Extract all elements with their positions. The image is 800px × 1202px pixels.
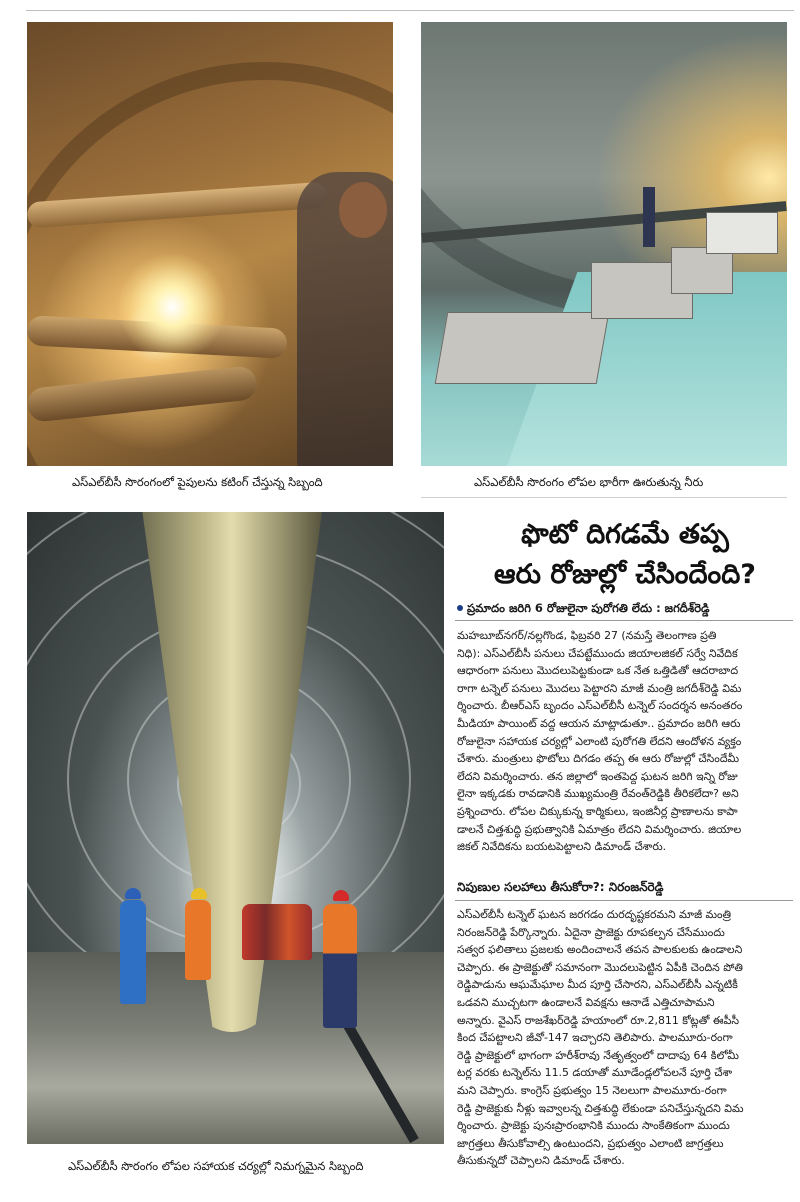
body-line: ఆధారంగా పనులు మొదలుపెట్టకుండా ఒక నేత ఒత్తిడితో ఆదరాబాద <box>457 664 739 678</box>
top-rule <box>26 10 794 11</box>
body-line: రెడ్డిపాడును ఆఘమేఘాల మీద పూర్తి చేసారని, ఎస్ఎల్‌బీసీ ఎన్నటికీ <box>457 978 738 992</box>
body-line: రెడ్డి ప్రాజెక్టులో భాగంగా హరీశ్‌రావు నేతృత్వంలో దాదాపు 64 కిలోమీ <box>457 1048 739 1062</box>
body-line: నిరంజన్‌రెడ్డి పేర్కొన్నారు. ఏదైనా ప్రాజెక్టు రూపకల్పన చేసేముందు <box>457 925 725 939</box>
caption-photo2: ఎస్ఎల్‌బీసీ సొరంగం లోపల భారీగా ఊరుతున్న నీరు <box>474 475 704 489</box>
body-line: లైనా ఇక్కడకు రావడానికి ముఖ్యమంత్రి రేవంత్‌రెడ్డికి తీరికలేదా? అని <box>457 787 739 801</box>
article-body-1 <box>457 627 793 856</box>
body-line: నిధి): ఎస్ఎల్‌బీసీ పనులు చేపట్టేముందు జియాలజికల్ సర్వే నివేదిక <box>457 646 738 660</box>
body-line: జికల్ నివేదికను బయటపెట్టాలని డిమాండ్ చేశారు. <box>457 840 667 854</box>
body-line: మీడియా పాయింట్ వద్ద ఆయన మాట్లాడుతూ.. ప్రమాదం జరిగి ఆరు <box>457 716 741 730</box>
body-line: జాగ్రత్తలు తీసుకోవాల్సి ఉంటుందని, ప్రభుత్వం ఎలాంటి జాగ్రత్తలు <box>457 1136 724 1150</box>
body-line: డాలనే చిత్తశుద్ధి ప్రభుత్వానికి ఏమాత్రం లేదని విమర్శించారు. జియాల <box>457 822 742 836</box>
body-line: తీసుకున్నదో చెప్పాలని డిమాండ్ చేశారు. <box>457 1154 625 1168</box>
body-line: టర్ల వరకు టన్నెల్‌ను 11.5 డయాతో మూడేండ్లలోపలనే పూర్తి చేశా <box>457 1066 733 1080</box>
caption-photo3: ఎస్ఎల్‌బీసీ సొరంగం లోపల సహాయక చర్యల్లో నిమగ్నమైన సిబ్బంది <box>68 1159 364 1173</box>
body-line: చెప్పారు. ఈ ప్రాజెక్టుతో సమానంగా మొదలుపెట్టిన ఏపీకి చెందిన పోతి <box>457 960 743 974</box>
tunnel-rescue-photo <box>27 512 444 1144</box>
body-line: మని చెప్పారు. కాంగ్రెస్ ప్రభుత్వం 15 నెలలుగా పాలమూరు-రంగా <box>457 1083 727 1097</box>
subheading-rule <box>455 900 793 901</box>
caption-rule <box>421 497 787 498</box>
welding-photo <box>27 22 393 466</box>
headline-line1: ఫొటో దిగడమే తప్ప <box>521 519 729 550</box>
body-line: రోజులైనా సహాయక చర్యల్లో ఎలాంటి పురోగతి లేదని ఆందోళన వ్యక్తం <box>457 734 742 748</box>
body-line: రెడ్డి ప్రాజెక్టుకు నీళ్లు ఇవ్వాలన్న చిత్తశుద్ధి లేకుండా పనిచేస్తున్నదని విమ <box>457 1101 744 1115</box>
article-bullet: ప్రమాదం జరిగి 6 రోజులైనా పురోగతి లేదు : జగదీశ్‌రెడ్డి <box>467 601 710 615</box>
article-subheading: నిపుణుల సలహాలు తీసుకోరా?: నిరంజన్‌రెడ్డి <box>457 880 664 894</box>
body-line: లేదని విమర్శించారు. తన జిల్లాలో ఇంతపెద్ద ఘటన జరిగి ఇన్ని రోజు <box>457 769 738 783</box>
body-line: కింద చేపట్టాలని జీవో-147 ఇచ్చారని తెలిపారు. పాలమూరు-రంగా <box>457 1031 733 1045</box>
body-line: రాగా టన్నెల్ పనులు మొదలు పెట్టారని మాజీ మంత్రి జగదీశ్‌రెడ్డి విమ <box>457 681 742 695</box>
article-body-2 <box>457 906 793 1170</box>
body-line: అన్నారు. వైఎస్ రాజశేఖర్‌రెడ్డి హయాంలో రూ.2,811 కోట్లతో ఈపీసీ <box>457 1013 740 1027</box>
body-line: ఒడవని ముచ్చటగా ఉండాలనే వివక్షను ఆనాడే ఎత్తిచూపామని <box>457 995 715 1009</box>
body-line: ర్శించారు. బీఆర్ఎస్ బృందం ఎస్ఎల్‌బీసీ టన్నెల్ సందర్శన అనంతరం <box>457 699 743 713</box>
caption-photo1: ఎస్ఎల్‌బీసీ సొరంగంలో పైపులను కటింగ్ చేస్తున్న సిబ్బంది <box>72 475 323 489</box>
headline-line2: ఆరు రోజుల్లో చేసిందేంది? <box>494 559 756 590</box>
body-line: ర్శించారు. ప్రాజెక్టు పునఃప్రారంభానికి ముందు సాంకేతికంగా ముందు <box>457 1119 730 1133</box>
flooded-tunnel-photo <box>421 22 787 466</box>
body-line: మహబూబ్‌నగర్/నల్లగొండ, ఫిబ్రవరి 27 (నమస్తే తెలంగాణ ప్రతి <box>457 629 717 642</box>
bullet-rule <box>455 620 793 621</box>
body-line: ఎస్ఎల్‌బీసీ టన్నెల్ ఘటన జరగడం దురదృష్టకరమని మాజీ మంత్రి <box>457 908 732 921</box>
body-line: సత్వర ఫలితాలు ప్రజలకు అందించాలనే తపన పాలకులకు ఉండాలని <box>457 943 743 957</box>
body-line: ప్రశ్నించారు. లోపల చిక్కుకున్న కార్మికులు, ఇంజినీర్ల ప్రాణాలను కాపా <box>457 804 738 818</box>
body-line: చేశారు. మంత్రులు ఫొటోలు దిగడం తప్ప ఈ ఆరు రోజుల్లో చేసిందేమీ <box>457 752 740 766</box>
bullet-icon <box>457 605 463 611</box>
